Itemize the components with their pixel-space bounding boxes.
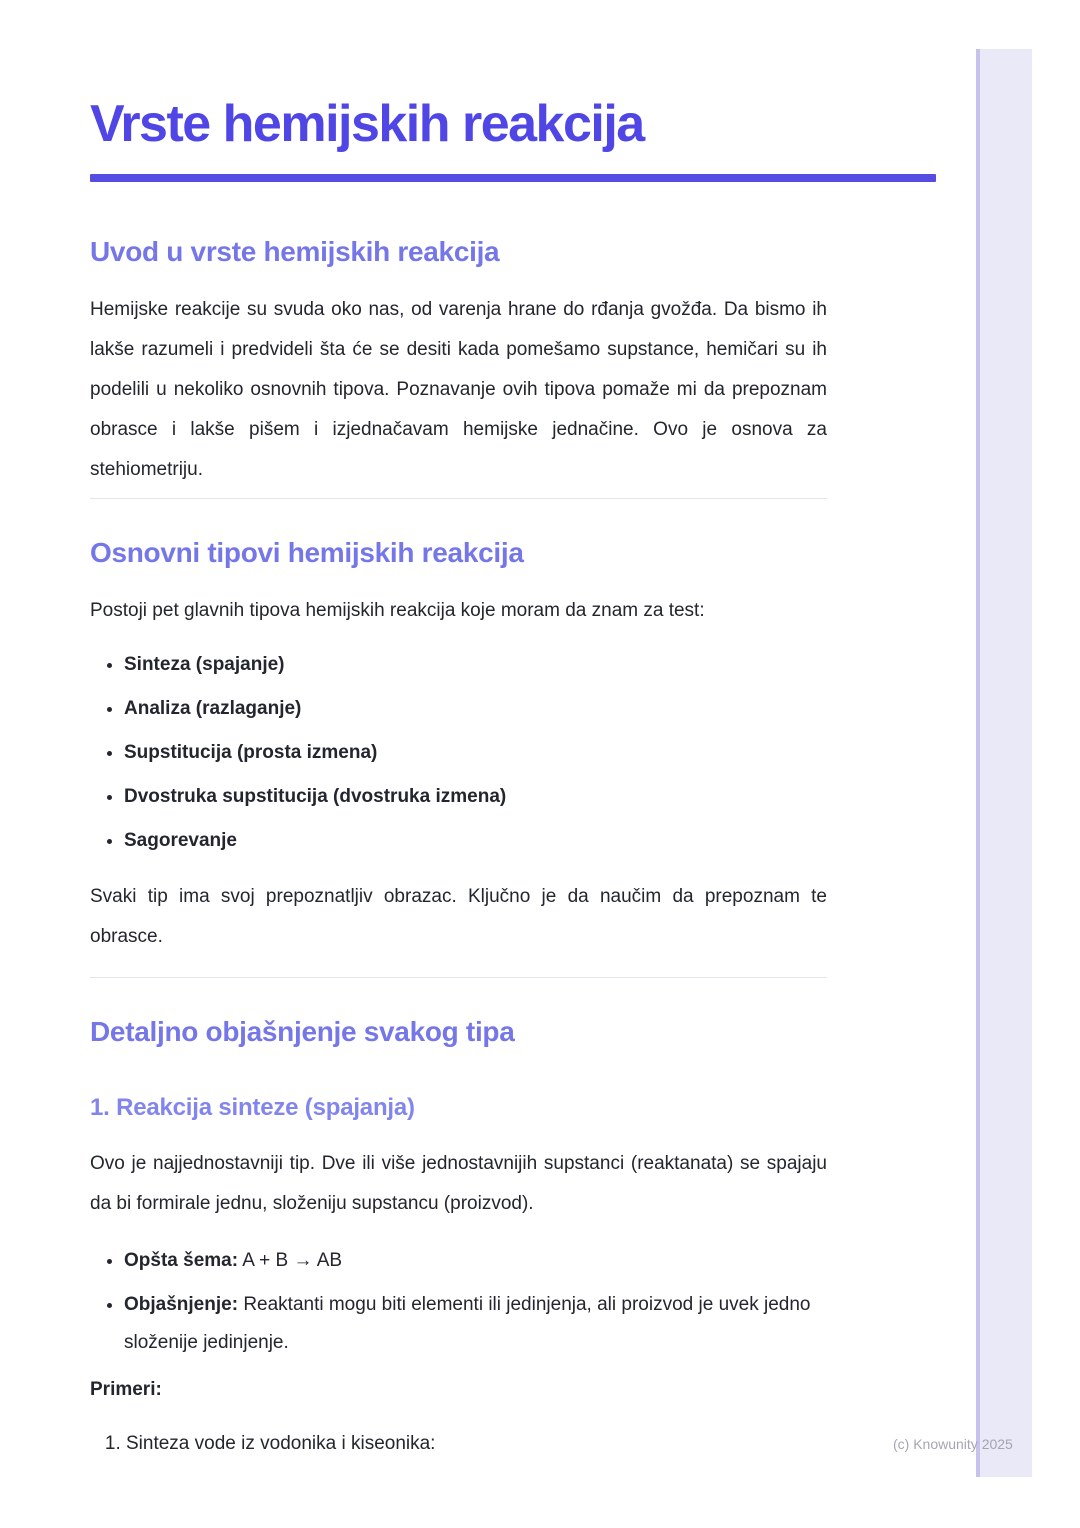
bullet-text: Reaktanti mogu biti elementi ili jedinjenja, ali proizvod je uvek jedno složenije jedinjenje. — [124, 1294, 811, 1353]
list-item: • Sinteza (spajanje) — [124, 651, 827, 679]
list-item — [124, 1242, 827, 1280]
section-divider — [90, 977, 827, 978]
page-title: Vrste hemijskih reakcija — [90, 95, 644, 153]
types-section-heading: Osnovni tipovi hemijskih reakcija — [90, 537, 524, 568]
document-content — [90, 96, 827, 1458]
copyright-notice: (c) Knowunity 2025 — [893, 1436, 1013, 1452]
list-item: • Sagorevanje — [124, 827, 827, 855]
details-section-heading: Detaljno objašnjenje svakog tipa — [90, 1016, 515, 1047]
synthesis-detail-list — [90, 1242, 827, 1362]
list-item: • Dvostruka supstitucija (dvostruka izmena) — [124, 783, 827, 811]
bullet-label: Objašnjenje: — [124, 1294, 239, 1315]
examples-list — [90, 1430, 827, 1458]
list-item — [124, 1286, 827, 1362]
page-edge-bar — [976, 49, 1032, 1477]
section-divider — [90, 498, 827, 499]
title-underline-rule — [90, 174, 936, 182]
bullet-label: Opšta šema: — [124, 1250, 239, 1271]
types-lead-paragraph: Postoji pet glavnih tipova hemijskih reakcija koje moram da znam za test: — [90, 600, 705, 621]
bullet-text: A + B → AB — [242, 1250, 343, 1271]
synthesis-sub-heading: 1. Reakcija sinteze (spajanja) — [90, 1094, 415, 1121]
intro-section-heading: Uvod u vrste hemijskih reakcija — [90, 236, 500, 267]
list-item: • Supstitucija (prosta izmena) — [124, 739, 827, 767]
examples-label: Primeri: — [90, 1379, 162, 1400]
reaction-types-list — [90, 651, 827, 855]
list-item: 1. Sinteza vode iz vodonika i kiseonika: — [126, 1430, 827, 1458]
list-item: • Analiza (razlaganje) — [124, 695, 827, 723]
synthesis-paragraph: Ovo je najjednostavniji tip. Dve ili više jednostavnijih supstanci (reaktanata) se spajaju da bi formirale jednu, složeniju supstancu (proizvod). — [90, 1153, 827, 1214]
intro-paragraph: Hemijske reakcije su svuda oko nas, od varenja hrane do rđanja gvožđa. Da bismo ih lakše razumeli i predvideli šta će se desiti kada pomešamo supstance, hemičari su ih podelili u nekoliko osnovnih tipova. Poznavanje ovih tipova pomaže mi da prepoznam obrasce i lakše pišem i izjednačavam hemijske jednačine. Ovo je osnova za stehiometriju. — [90, 299, 827, 480]
types-outro-paragraph: Svaki tip ima svoj prepoznatljiv obrazac. Ključno je da naučim da prepoznam te obrasce. — [90, 886, 827, 947]
